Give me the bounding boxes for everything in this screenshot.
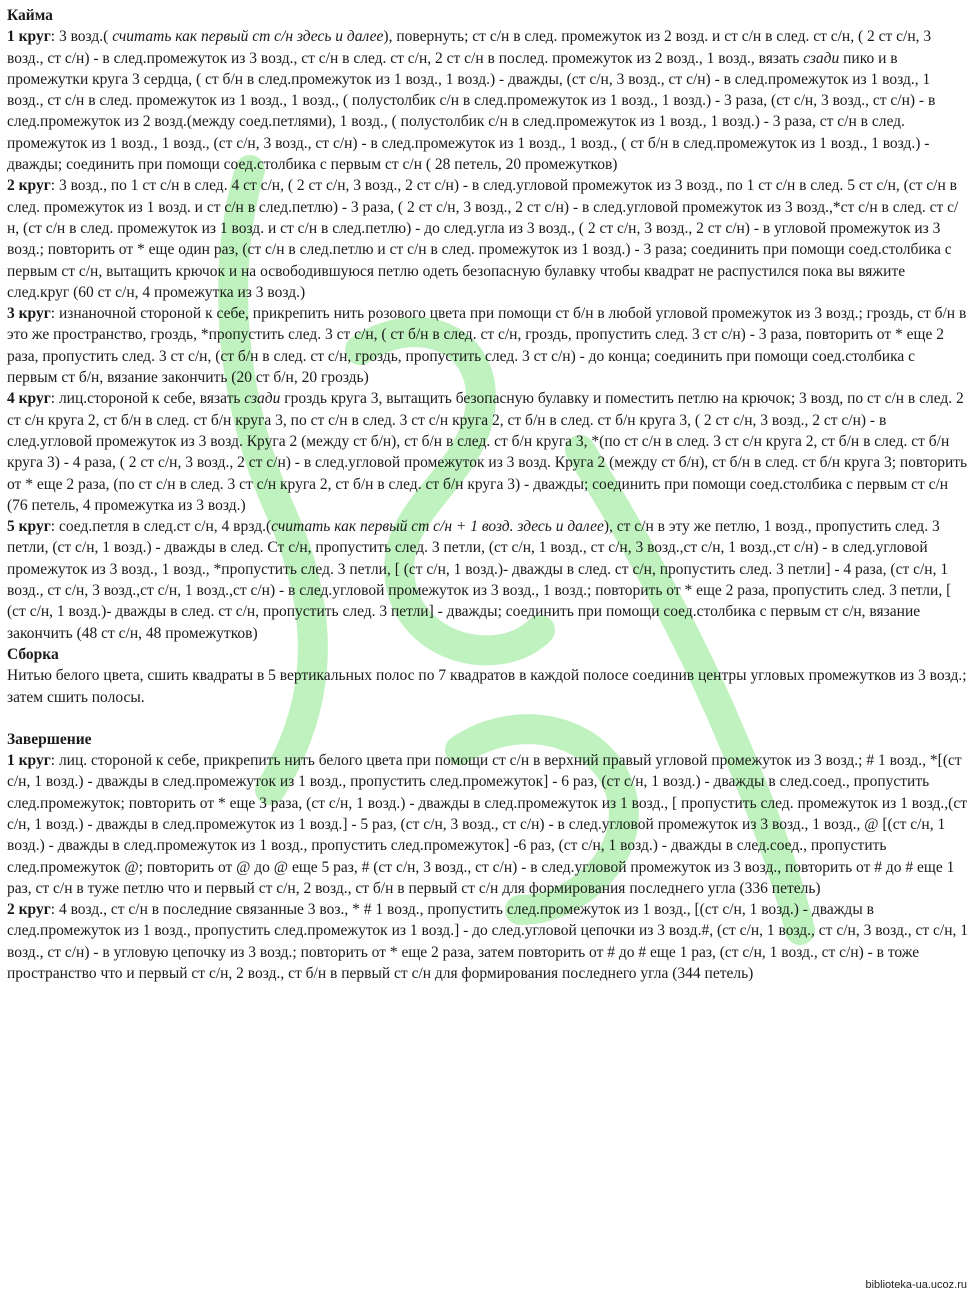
italic-note: считать как первый ст с/н здесь и далее — [112, 28, 384, 46]
italic-note: считать как первый ст с/н + 1 возд. здесь и далее — [271, 518, 604, 536]
round-label: 4 круг — [7, 390, 51, 408]
round-paragraph — [7, 303, 969, 388]
round-paragraph — [7, 516, 969, 644]
round-label: 1 круг — [7, 28, 51, 46]
instruction-text: гроздь круга 3, вытащить безопасную булавку и поместить петлю на крючок; 3 возд, по ст с/н в след. 2 ст с/н круга 2, ст б/н в след. ст б/н круга 3, по ст с/н в след. 3 ст с/н круга 2, ст б/н в след. ст б/н круга 3, ( 2 ст с/н, 3 возд., 2 ст с/н) - в след.угловой промежуток из 3 возд. Круга 2 (между ст б/н), ст б/н в след. ст б/н круга 3, *(по ст с/н в след. 3 ст с/н круга 2, ст б/н в след. ст б/н круга 3) - 4 раза, ( 2 ст с/н, 3 возд., 2 ст с/н) - в след.угловой промежуток из 3 возд. Круга 2 (между ст б/н), ст б/н в след. ст б/н круга 3; повторить от * еще 2 раза, (по ст с/н в след. 3 ст с/н круга 2, ст б/н в след. ст б/н круга 3) - дважды; соединить при помощи соед.столбика с первым ст с/н (76 петель, 4 промежутка из 3 возд.) — [7, 390, 968, 514]
italic-note: сзади — [244, 390, 281, 408]
instruction-text: : 4 возд., ст с/н в последние связанные 3 воз., * # 1 возд., пропустить след.промежуток из 1 возд., [(ст с/н, 1 возд.) - дважды в след.промежуток из 1 возд., пропустить след.промежуток из 1 возд.] - до след.угловой цепочки из 3 возд.#, (ст с/н, 1 возд., ст с/н, 3 возд., ст с/н, 1 возд., ст с/н) - в угловую цепочку из 3 возд.; повторить от * еще 2 раза, затем повторить от # до # еще 1 раз, (ст с/н, 1 возд., ст с/н) - в тоже пространство что и первый ст с/н, 2 возд., ст б/н в первый ст с/н для формирования последнего угла (344 петель) — [7, 901, 969, 983]
round-paragraph — [7, 388, 969, 516]
round-label: 2 круг — [7, 177, 51, 195]
round-paragraph — [7, 665, 969, 708]
instruction-text: : 3 возд.( — [50, 28, 113, 46]
section-heading: Завершение — [7, 730, 92, 748]
instruction-text: ), ст с/н в эту же петлю, 1 возд., пропустить след. 3 петли, (ст с/н, 1 возд.) - дважды в след. Ст с/н, пропустить след. 3 петли, (ст с/н, 1 возд., ст с/н, 3 возд.,ст с/н, 1 возд.,ст с/н) - в след.угловой промежуток из 3 возд., 1 возд., *пропустить след. 3 петли, [ (ст с/н, 1 возд.)- дважды в след. ст с/н, пропустить след. 3 петли] - 4 раза, (ст с/н, 1 возд., ст с/н, 3 возд.,ст с/н, 1 возд.,ст с/н) - в след.угловой промежуток из 3 возд., 1 возд.; повторить от * еще 2 раза, пропустить след. 3 петли, [ (ст с/н, 1 возд.)- дважды в след. ст с/н, пропустить след. 3 петли] - дважды; соединить при помощи соед.столбика с первым ст с/н, вязание закончить (48 ст с/н, 48 промежутков) — [7, 518, 952, 642]
round-paragraph — [7, 750, 969, 899]
instruction-text: : изнаночной стороной к себе, прикрепить нить розового цвета при помощи ст б/н в любой угловой промежуток из 3 возд.; гроздь, ст б/н в это же пространство, гроздь, *пропустить след. 3 ст с/н, ( ст б/н в след. ст с/н, гроздь, пропустить след. 3 ст с/н) - 3 раза, повторить от * еще 2 раза, пропустить след. 3 ст с/н, (ст б/н в след. ст с/н, гроздь, пропустить след. 3 ст с/н) - до конца; соединить при помощи соед.столбика с первым ст б/н, вязание закончить (20 ст б/н, 20 гроздь) — [7, 305, 967, 387]
section-heading: Сборка — [7, 645, 59, 663]
round-paragraph — [7, 26, 969, 175]
round-label: 1 круг — [7, 752, 51, 770]
instruction-text: пико и в промежутки круга 3 сердца, ( ст б/н в след.промежуток из 1 возд., 1 возд.) - дважды, (ст с/н, 3 возд., ст с/н) - в след.промежуток из 1 возд., 1 возд., ст с/н в след. промежуток из 1 возд., 1 возд., ( полустолбик с/н в след.промежуток из 1 возд., 1 возд.) - 3 раза, (ст с/н, 3 возд., ст с/н) - в след.промежуток из 2 возд.(между соед.петлями), 1 возд., ( полустолбик с/н в след.промежуток из 1 возд., 1 возд.) - 3 раза, ст с/н в след. промежуток из 1 возд., 1 возд., (ст с/н, 3 возд., ст с/н) - в след.промежуток из 1 возд., 1 возд., ( ст б/н в след.промежуток из 1 возд., 1 возд.) - дважды; соединить при помощи соед.столбика с первым ст с/н ( 28 петель, 20 промежутков) — [7, 49, 936, 174]
instruction-text: ), повернуть; ст с/н в след. промежуток из 2 возд. и ст с/н в след. ст с/н, ( 2 ст с/н, 3 возд., ст с/н) - в след.промежуток из 3 возд., ст с/н в след. ст с/н, 2 ст с/н в послед. промежуток из 2 возд., 1 возд., вязать — [7, 28, 932, 67]
instruction-text: : лиц. стороной к себе, прикрепить нить белого цвета при помощи ст с/н в верхний правый угловой промежуток из 3 возд.; # 1 возд., *[(ст с/н, 1 возд.) - дважды в след.промежуток из 1 возд., пропустить след.промежуток] - 6 раз, (ст с/н, 1 возд.) - дважды в след.соед., пропустить след.промежуток; повторить от * еще 3 раза, (ст с/н, 1 возд.) - дважды в след.промежуток из 1 возд., [ пропустить след. промежуток из 1 возд.,(ст с/н, 1 возд.) - дважды в след.промежуток из 1 возд.] - 5 раз, (ст с/н, 3 возд., ст с/н) - в след.угловой промежуток из 3 возд., 1 возд., @ [(ст с/н, 1 возд.) - дважды в след.промежуток из 1 возд., пропустить след.промежуток] -6 раз, (ст с/н, 1 возд.) - дважды в след.соед., пропустить след.промежуток @; повторить от @ до @ еще 5 раз, # (ст с/н, 3 возд., ст с/н) - в след.угловой промежуток из 3 возд., повторить от # до # еще 1 раз, ст с/н в туже петлю что и первый ст с/н, 2 возд., ст б/н в первый ст с/н для формирования последнего угла (336 петель) — [7, 752, 968, 897]
section-spacer — [7, 708, 969, 729]
round-label: 3 круг — [7, 305, 51, 323]
instruction-text: : 3 возд., по 1 ст с/н в след. 4 ст с/н, ( 2 ст с/н, 3 возд., 2 ст с/н) - в след.угловой промежуток из 3 возд., по 1 ст с/н в след. 5 ст с/н, (ст с/н в след. промежуток из 1 возд. и ст с/н в след.петлю) - 3 раза, ( 2 ст с/н, 3 возд., 2 ст с/н) - в след.угловой промежуток из 3 возд.,*ст с/н в след. ст с/н, (ст с/н в след. промежуток из 1 возд. и ст с/н в след.петлю) - до след.угла из 3 возд., ( 2 ст с/н, 3 возд., 2 ст с/н) - в угловой промежуток из 3 возд.; повторить от * еще один раз, (ст с/н в след.петлю и ст с/н в след. промежуток из 1 возд.) - 3 раза; соединить при помощи соед.столбика с первым ст с/н, вытащить крючок и на освободившуюся петлю одеть безопасную булавку чтобы квадрат не распустился пока вы вяжите след.круг (60 ст с/н, 4 промежутка из 3 возд.) — [7, 177, 959, 301]
instruction-text: : лиц.стороной к себе, вязать — [50, 390, 245, 408]
footer-site-url: biblioteka-ua.ucoz.ru — [865, 1278, 967, 1291]
instruction-text: Нитью белого цвета, сшить квадраты в 5 вертикальных полос по 7 квадратов в каждой полосе соединив центры угловых промежутков из 3 возд.; затем сшить полосы. — [7, 667, 967, 706]
section-heading: Кайма — [7, 7, 53, 24]
italic-note: сзади — [803, 49, 840, 67]
round-paragraph — [7, 175, 969, 303]
document-page — [7, 5, 969, 984]
round-label: 2 круг — [7, 901, 51, 919]
round-paragraph — [7, 899, 969, 984]
instruction-text: : соед.петля в след.ст с/н, 4 врзд.( — [50, 518, 272, 536]
round-label: 5 круг — [7, 518, 51, 536]
